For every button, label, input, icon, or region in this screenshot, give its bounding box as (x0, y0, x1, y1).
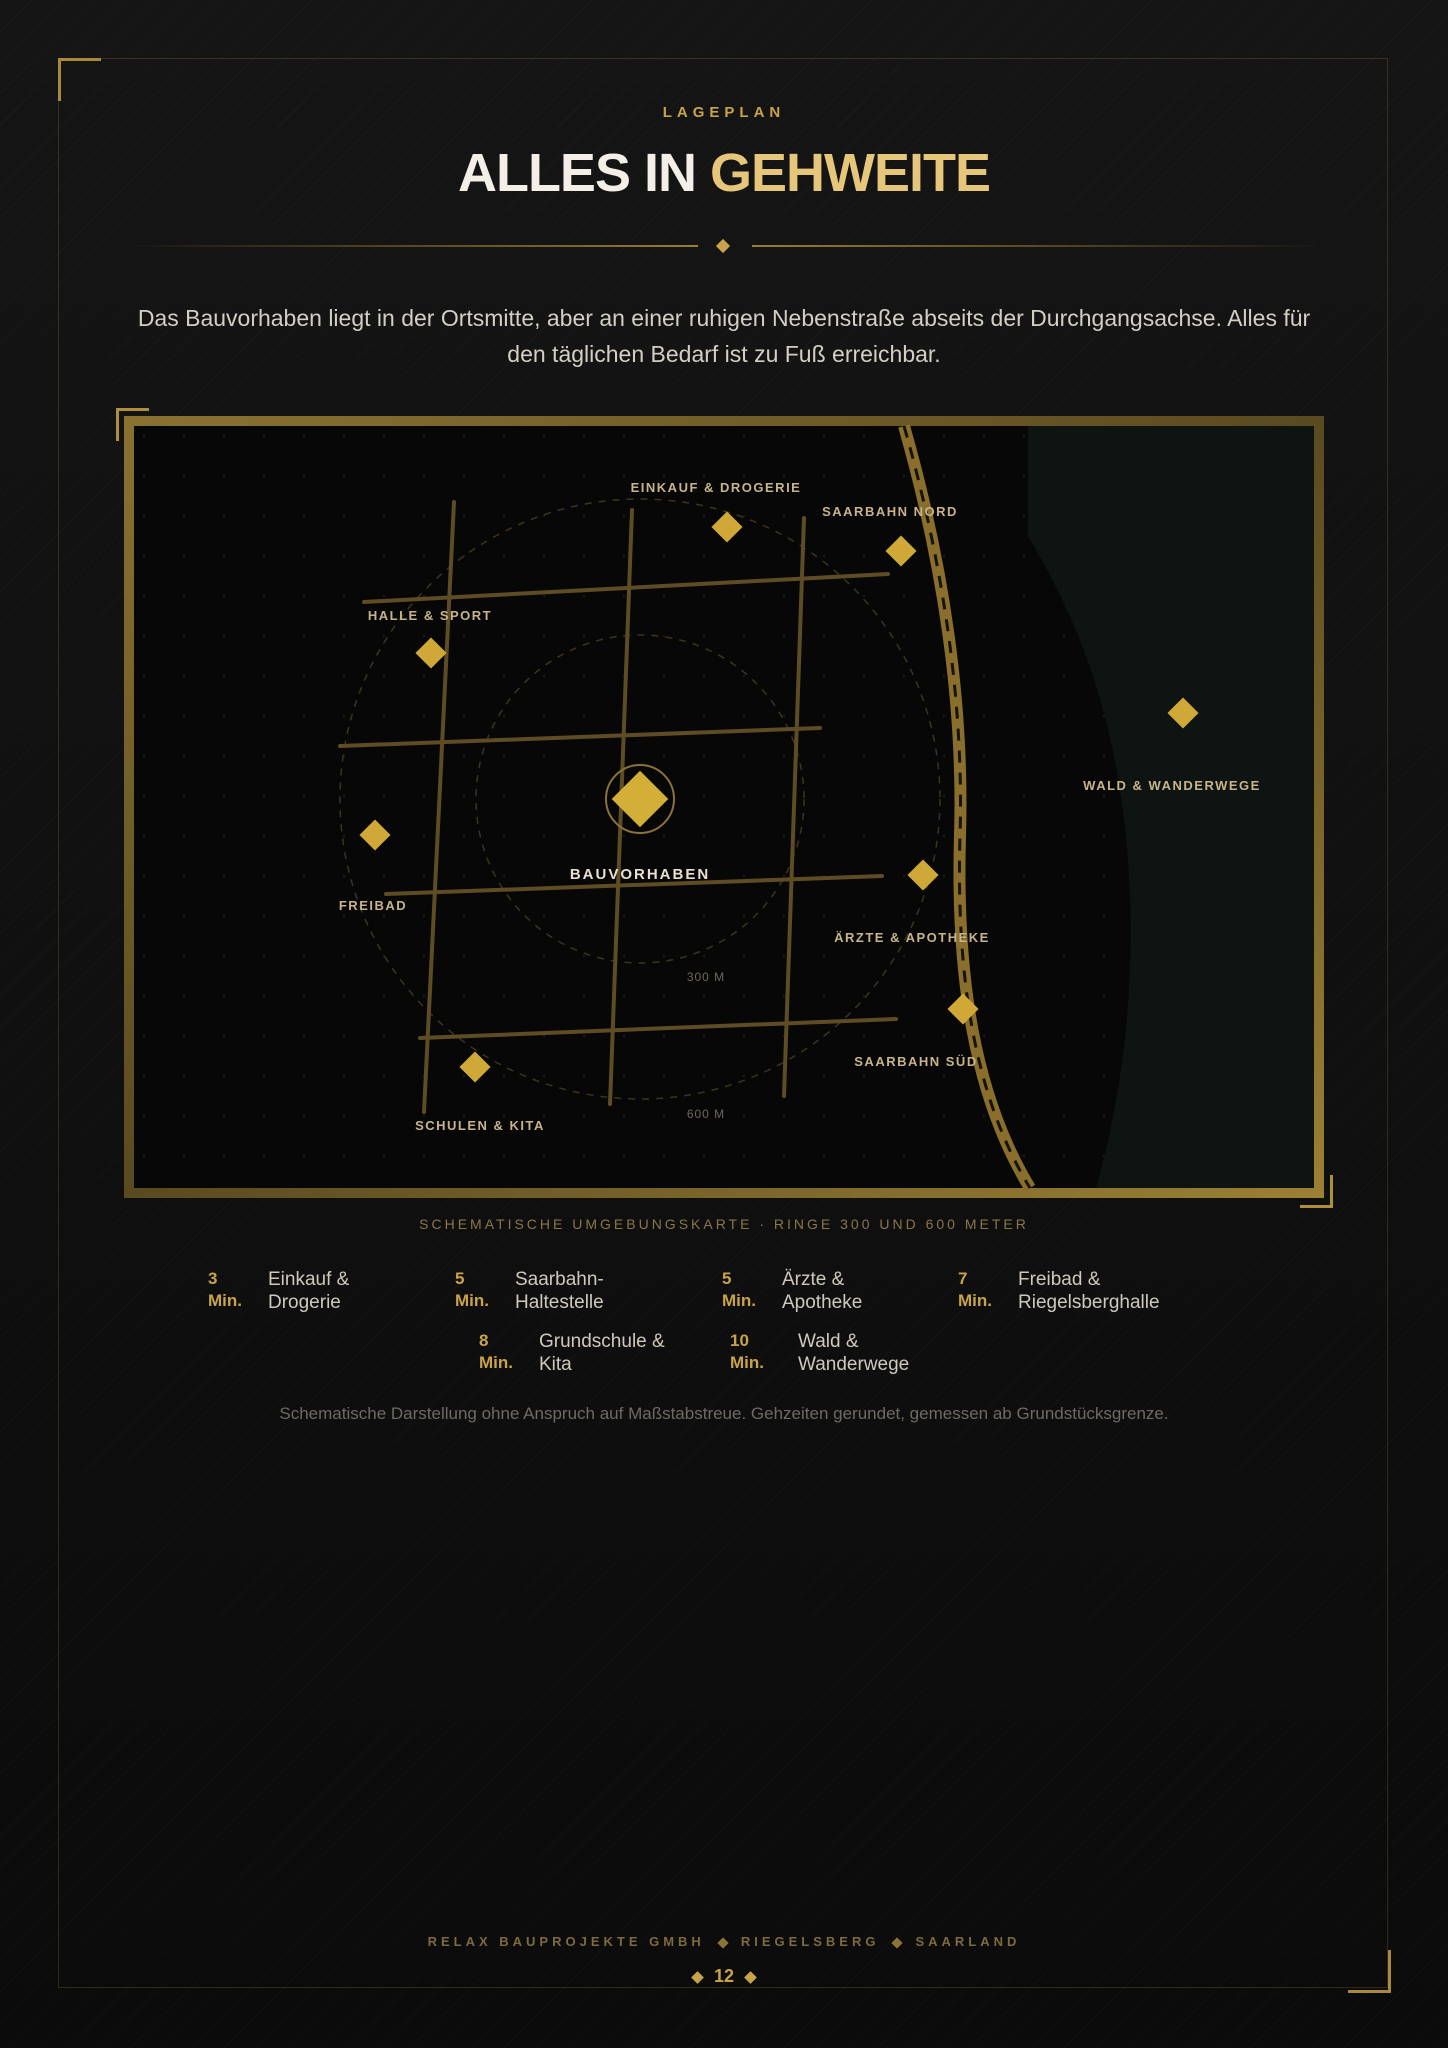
footer-diamond-icon (717, 1937, 728, 1948)
intro-paragraph: Das Bauvorhaben liegt in der Ortsmitte, aber an einer ruhigen Nebenstraße abseits der Durchgangsachse. Alles für den täglichen Bedarf ist zu Fuß erreichbar. (137, 305, 1311, 367)
footer-company: RELAX BAUPROJEKTE GMBH (427, 1934, 705, 1949)
footer-place: RIEGELSBERG (740, 1934, 880, 1949)
ring-600m-label: 600 M (686, 1107, 726, 1121)
legend-label: Ärzte & Apotheke (782, 1269, 863, 1313)
page-number (0, 1966, 1448, 1987)
legend-minutes: 3 Min. (208, 1269, 242, 1310)
corner-ornament-top-left (58, 58, 101, 101)
poi-schulen-label: SCHULEN & KITA (415, 1118, 545, 1133)
map-caption: SCHEMATISCHE UMGEBUNGSKARTE · RINGE 300 UND 600 METER (419, 1216, 1029, 1232)
page-diamond-icon (691, 1971, 704, 1984)
legend-label: Saarbahn- Haltestelle (515, 1269, 604, 1313)
legend-item-wald (730, 1330, 909, 1376)
legend-item-freibad (958, 1268, 1160, 1314)
legend-label: Wald & Wanderwege (798, 1331, 910, 1375)
poi-saarbahn-sued-label: SAARBAHN SÜD (854, 1054, 978, 1069)
legend-item-einkauf (208, 1268, 349, 1314)
page-diamond-icon (744, 1971, 757, 1984)
legend-minutes: 5 Min. (455, 1269, 489, 1310)
legend-minutes: 10 Min. (730, 1331, 764, 1372)
poi-saarbahn-nord-label: SAARBAHN NORD (822, 504, 958, 519)
poi-freibad-label: FREIBAD (338, 898, 408, 913)
ring-300m-label: 300 M (686, 970, 726, 984)
legend-item-aerzte (722, 1268, 862, 1314)
page-title (0, 142, 1448, 204)
project-label: BAUVORHABEN (569, 866, 711, 883)
legend-item-grundschule (479, 1330, 665, 1376)
map-canvas (124, 416, 1324, 1198)
poi-aerzte-label: ÄRZTE & APOTHEKE (834, 930, 990, 945)
legend-item-saarbahn (455, 1268, 604, 1314)
legend-label: Einkauf & Drogerie (268, 1269, 350, 1313)
title-divider-right (752, 245, 1330, 247)
title-divider-left (120, 245, 698, 247)
legend-minutes: 5 Min. (722, 1269, 756, 1310)
legend-label: Freibad & Riegelsberghalle (1018, 1269, 1160, 1313)
title-part-1: ALLES IN (457, 143, 696, 203)
legend-minutes: 8 Min. (479, 1331, 513, 1372)
footer-company-line (0, 1934, 1448, 1949)
disclaimer-note: Schematische Darstellung ohne Anspruch auf Maßstabstreue. Gehzeiten gerundet, gemessen ab Grundstücksgrenze. (279, 1404, 1169, 1423)
poi-einkauf-label: EINKAUF & DROGERIE (630, 480, 802, 495)
legend-minutes: 7 Min. (958, 1269, 992, 1310)
page-number-value: 12 (713, 1966, 735, 1986)
section-kicker: LAGEPLAN (662, 104, 786, 121)
footer-region: SAARLAND (915, 1934, 1021, 1949)
footer-diamond-icon (892, 1937, 903, 1948)
location-map (124, 416, 1324, 1198)
legend-label: Grundschule & Kita (539, 1331, 665, 1375)
title-part-2: GEHWEITE (710, 143, 991, 203)
poi-halle-label: HALLE & SPORT (367, 608, 493, 623)
poi-wald-label: WALD & WANDERWEGE (1083, 778, 1261, 793)
